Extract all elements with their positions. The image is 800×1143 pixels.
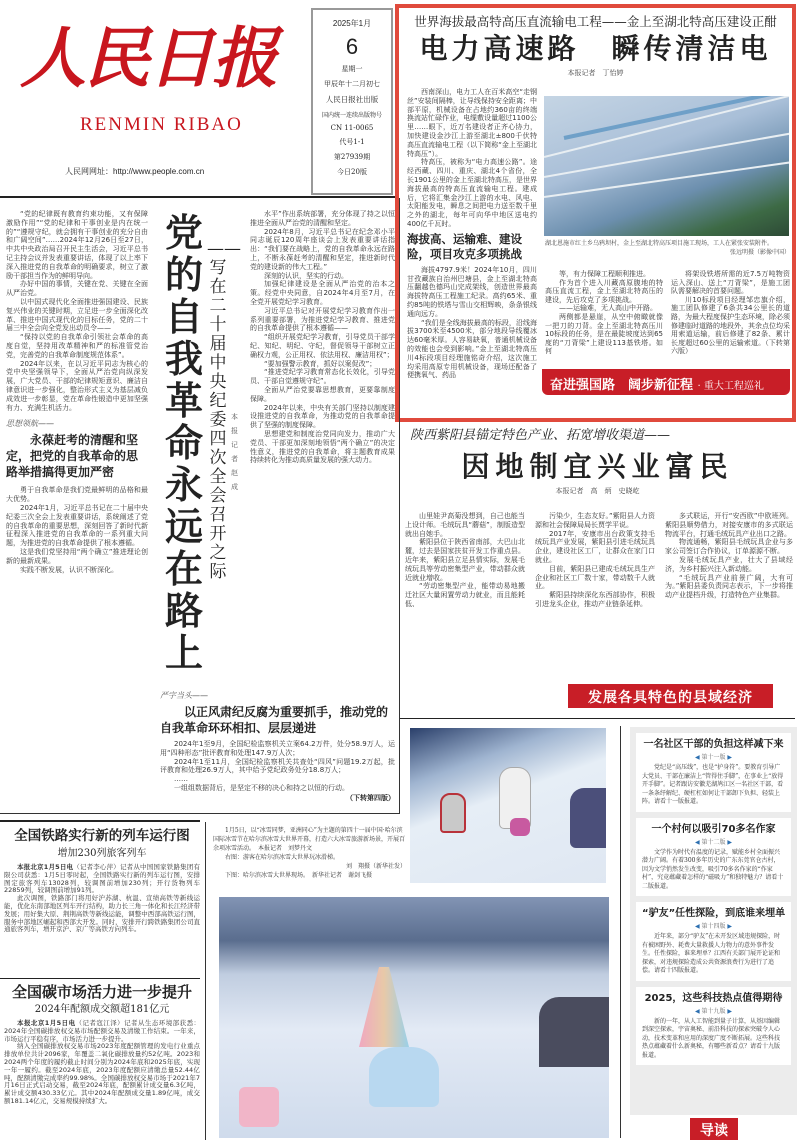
- mascot: [440, 793, 466, 833]
- guide-item[interactable]: [636, 902, 791, 981]
- paragraph: 物流通畅，紫阳县毛绒玩具企业与多家公司签订合作协议，订单源源不断。: [665, 538, 793, 556]
- guide-item-page: [642, 754, 785, 762]
- issue-number: 第27939期: [333, 153, 371, 161]
- headline-char: 自: [164, 295, 203, 339]
- paragraph: 全面从严治党要靠思想教育，更要靠制度保障。: [250, 385, 395, 403]
- lead-headline[interactable]: [160, 212, 208, 674]
- headline-char: 我: [164, 337, 203, 381]
- headline-char: 党: [164, 211, 203, 255]
- arrow-left-icon: ◀: [694, 838, 700, 846]
- guide-label: 导读: [690, 1118, 738, 1140]
- website-url[interactable]: 人民网网址：http://www.people.com.cn: [65, 167, 205, 176]
- guide-item[interactable]: [636, 733, 791, 812]
- page-ref: 第十一版: [701, 754, 726, 761]
- page-ref: 第十九版: [701, 1007, 726, 1015]
- county-economy-banner: 发展各具特色的县域经济: [568, 684, 773, 708]
- arrow-right-icon: ▶: [727, 923, 733, 930]
- dateline: 本报北京1月5日电: [17, 863, 74, 871]
- lead-col1: [6, 210, 148, 574]
- paragraph: 两侧都是悬崖，从空中俯瞰就像一把刀的刀背。金上至湖北特高压川10标段的任务，是在最陡坡度达到65度的“刀背梁”上建设113基铁塔。如何: [545, 312, 663, 356]
- paragraph: 污染少，生态友好。”紫阳县人力资源和社会保障局局长贾学平说。: [535, 512, 655, 529]
- paragraph: 一组组数据背后，是坚定不移的决心和持之以恒的行动。: [174, 783, 349, 792]
- carbon-story: [4, 983, 200, 1106]
- arrow-right-icon: ▶: [727, 754, 733, 761]
- section-label: 思想领航——: [6, 419, 54, 429]
- headline-char: 远: [164, 505, 203, 549]
- paragraph: “推进党纪学习教育常态化长效化，引导党员、干部自觉遵规守纪”。: [250, 368, 395, 386]
- ziyang-col2: [535, 512, 655, 609]
- railway-story: [4, 827, 200, 934]
- caption-line: 右图：游客在哈尔滨冰雪大世界玩冰滑梯。: [225, 854, 340, 861]
- arrow-right-icon: ▶: [727, 1007, 733, 1015]
- paragraph: 紫阳县持续深化东西部协作，积极引进龙头企业，推动产业链条延伸。: [535, 591, 655, 608]
- date-box: [311, 8, 393, 195]
- paragraph: 2017年，安康市出台政策支持毛绒玩具产业发展，紫阳县引进毛绒玩具企业，建设社区工厂，让群众在家门口就业。: [535, 529, 655, 564]
- paragraph: 2024年1月，习近平总书记在二十届中央纪委三次全会上发表重要讲话，系统阐述了党的自我革命的重要思想，深刻回答了新时代新征程深入推进党的自我革命的一系列重大问题，为推进党的自我革命提供了根本遵循。: [6, 503, 148, 548]
- date-day: 6: [345, 34, 359, 59]
- visitor: [570, 788, 606, 848]
- paragraph: （记者寇江泽）记者从生态环境部获悉：2024年全国碳排放权交易市场配额交易及清缴工作结束。一年来，市场运行平稳有序，市场活力进一步提升。: [4, 1019, 201, 1043]
- guide-item-title: “驴友”任性探险，到底谁来埋单: [642, 908, 786, 919]
- guide-item-text: 文学作为时代有温度的记录，赋能乡村全面振兴潜力广阔。有着300多年历史的广东东莞官仓古村，因为文学悄然发生改变，吸引70多名作家的“作家村”，究竟蕴藏着怎样的“磁吸力”和独特魅力？请看十二版报道。: [642, 848, 784, 890]
- paragraph: 2024年以来，中央有关部门坚持以制度建设推进党的自我革命，为推动党的自我革命提供了坚强的制度保障。: [250, 403, 395, 430]
- ziyang-col1: [405, 512, 525, 609]
- guide-item-text: 党纪是“高压线”，也是“护身符”。要教育引导广大党员、干部在廉洁上“管得住手脚”，在事业上“放得开手脚”。记者跟访安徽芜湖鸠江区一名社区干部，看一条条纾解纪、硬杠杠如何让干部卸下负担、轻装上阵。请看十一版报道。: [642, 764, 784, 805]
- banner-title: 奋进强国路 阔步新征程: [550, 378, 694, 393]
- arrow-right-icon: ▶: [727, 838, 733, 846]
- guide-item-title: 一名社区干部的负担这样减下来: [643, 739, 784, 750]
- paragraph: 紫阳县位于陕西省南部，大巴山北麓，过去是国家扶贫开发工作重点县。近年来，紫阳县立足县情实际，发展毛绒玩具等劳动密集型产业，带动群众就近就业增收。: [405, 538, 525, 582]
- guide-item-page: [642, 1008, 785, 1016]
- child: [510, 818, 530, 836]
- guide-item-title: 一个村何以吸引70多名作家: [651, 823, 776, 835]
- divider: [620, 726, 621, 1138]
- paragraph: 海拔4797.9米！2024年10月，四川甘孜藏族自治州巴塘县，金上至湖北特高压翻越色德玛山完成架线，创造世界最高海拔特高压工程施工纪录。高约65米、重约85吨的铁塔与雪山交相辉映，条条银线通向远方。: [407, 265, 537, 318]
- headline-char: 革: [164, 379, 203, 423]
- divider: [0, 820, 200, 822]
- dateline: 本报北京1月5日电: [17, 1019, 76, 1027]
- postal-code: 代号1-1: [339, 138, 365, 146]
- paragraph: 2024年以来，在以习近平同志为核心的党中央坚强领导下，全面从严治党向纵深发展，广大党员、干部的纪律规矩意识、廉洁自律意识进一步强化，整治形式主义为基层减负成效进一步彰显，党在革命性锻造中更加坚强有力、充满生机活力。: [6, 359, 148, 412]
- guide-item-text: 近年来，部分“驴友”在未开发区域违规探险，时有被困野外、耗费大量救援人力物力的意外事件发生。任性探险，谁来埋单？江西有关部门展开论证和探索，对违规探险造成公共资源浪费行为进行了追偿。请看十四版报道。: [642, 933, 781, 974]
- paragraph: 2024年8月，习近平总书记在纪念邓小平同志诞辰120周年座谈会上发表重要讲话指出：“我们要在战略上，党的自我革命永远在路上，不断永葆赶考的清醒和坚定，推进新时代党的建设新的伟大工程。”: [250, 227, 395, 271]
- top-story-byline: 本报记者 丁怡婷: [567, 69, 624, 77]
- jump-note[interactable]: （下转第四版）: [346, 792, 395, 802]
- ziyang-headline[interactable]: 因地制宜兴业富民: [461, 450, 734, 483]
- guide-item[interactable]: [636, 818, 791, 897]
- top-story: [395, 4, 796, 422]
- lead-subhead-1: 永葆赶考的清醒和坚定，把党的自我革命的思路举措搞得更加严密: [6, 433, 139, 480]
- top-story-subhead: 海拔高、运输难、建设险，项目攻克多项挑战: [407, 231, 522, 261]
- publisher: 人民日报社出版: [325, 95, 379, 104]
- paragraph: 以中国式现代化全面推进强国建设、民族复兴伟业的关键时期，立足进一步全面深化改革、推进中国式现代化的目标任务，党的二十届三中全会向全党发出动员令——: [6, 297, 148, 333]
- paragraph: 多式联运，开行“安西欧”中欧班列。紫阳县顺势借力，对接安康市的多式联运物流平台，打通毛绒玩具产业出口之路。: [665, 512, 793, 538]
- serial-label: 国内统一连续出版物号: [321, 112, 382, 119]
- headline-char: 上: [164, 631, 203, 675]
- paragraph: 川10标段项目经理邹忠旗介绍，施工团队修建了6条共34公里长的道路，为最大程度保护生态环境，除必须修建临时道路的地段外，其余点位均采用索道运输，前后修建了82条、累计长度超过60公里的运输索道。（下转第六版）: [671, 295, 790, 356]
- section-label: 严字当头——: [160, 691, 208, 700]
- power-line-photo: [544, 96, 789, 236]
- paragraph: ——运输难，无人高山中开路。: [559, 304, 657, 313]
- guide-item-page: [642, 923, 785, 931]
- date-weekday: 星期一: [341, 65, 363, 73]
- ice-world-photo: [219, 897, 609, 1138]
- paragraph: 2024年1至9月，全国纪检监察机关立案64.2万件，处分58.9万人，运用“四种形态”批评教育和处理147.9万人次；: [160, 740, 395, 757]
- ice-slide-photo: [410, 728, 606, 883]
- page-ref: 第十四版: [701, 923, 726, 930]
- photo-caption: [545, 239, 790, 257]
- paragraph: 勇于自我革命是我们党最鲜明的品格和最大优势。: [6, 486, 148, 504]
- guide-item-title: 2025，这些科技热点值得期待: [644, 992, 783, 1004]
- paragraph: 发展毛绒玩具产业，壮大了县域经济，为乡村振兴注入新动能。: [665, 555, 793, 573]
- top-story-col2: [545, 270, 663, 356]
- ziyang-story: [400, 428, 795, 496]
- paragraph: “劳动密集型产业，能带动易地搬迁社区大量闲置劳动力就业，而且能耗低、: [405, 582, 525, 608]
- ice-sculpture: [239, 1087, 279, 1127]
- divider: [205, 822, 206, 1140]
- paragraph: 作为首个进入川藏高原腹地的特高压直流工程，金上至湖北特高压的建设，先后攻克了多项挑战。: [545, 278, 663, 304]
- headline-char: 永: [164, 463, 203, 507]
- guide-item-page: [642, 839, 785, 847]
- guide-box: [630, 727, 797, 1115]
- carbon-headline[interactable]: 全国碳市场活力进一步提升: [11, 983, 192, 1001]
- lead-subtitle: ——写在二十届中央纪委四次全会召开之际: [207, 239, 241, 582]
- guide-item-text: 新的一年，从人工智能到量子计算，从基因编辑到深空探索，宇宙奥秘、前沿科技的探索突破令人心动，技术变革和应用的深度广度不断拓展。这些科技热点蕴藏着什么新奥秘，有哪些新看点？请看十九版报道。: [642, 1017, 781, 1059]
- photo-credit: 张远明摄（影像中国）: [729, 249, 790, 256]
- lead-subhead-2: 以正风肃纪反腐为重要抓手，推动党的自我革命环环相扣、层层递进: [160, 705, 389, 735]
- top-story-headline[interactable]: 电力高速路 瞬传清洁电: [419, 32, 772, 65]
- masthead-logo: [20, 10, 310, 140]
- ice-tower: [359, 967, 409, 1047]
- top-story-col1: [407, 88, 537, 380]
- building: [539, 997, 609, 1067]
- railway-subhead: 增加230列旅客列车: [57, 848, 147, 859]
- paragraph: 将架设铁塔所需的近7.5万吨物资运入深山、送上“刀背梁”，是施工团队需要解决的首要问题。: [671, 270, 790, 296]
- date-yearmonth: 2025年1月: [332, 19, 372, 28]
- paragraph: 水平”作出系统部署，充分体现了持之以恒推进全面从严治党的清醒和坚定。: [250, 210, 395, 227]
- paragraph: “毛绒玩具产业前景广阔，大有可为。”紫阳县委负责同志表示，下一步将推动产业提档升级，打造特色产业集群。: [665, 573, 793, 600]
- caption-line: 刘 翔摄（新华社发）: [345, 863, 406, 870]
- paragraph: “党的纪律既有教育约束功能，又有保障激励作用”“党的纪律和干事创业是内在统一的”“遵规守纪，就会拥有干事创业的充分自由和广阔空间”……2024年12月26日至27日，中共中央政治局召开民主生活会，习近平总书记主持会议并发表重要讲话，体现了以上率下深入推进党的自我革命的明确要求，树立了激励干部担当作为的鲜明导向。: [6, 210, 148, 280]
- headline-char: 在: [164, 547, 203, 591]
- carbon-subhead: 2024年配额成交额超181亿元: [34, 1004, 170, 1015]
- paragraph: 2024年1至11月，全国纪检监察机关共查处“四风”问题19.2万起，批评教育和处理26.9万人，其中给予党纪政务处分18.8万人；: [160, 757, 395, 775]
- lead-section-2: [160, 690, 395, 802]
- caption-text: 湖北恩施市红土乡乌鸦坝村，金上至湖北特高压项目施工现场，工人在紧张安装附件。: [545, 240, 774, 247]
- lead-byline: 本报记者 赵 成: [231, 413, 245, 491]
- paragraph: 实践不断发展，认识不断深化。: [20, 565, 118, 574]
- series-banner: [542, 369, 790, 395]
- arrow-left-icon: ◀: [694, 1007, 700, 1015]
- date-lunar: 甲辰年十二月初七: [324, 80, 380, 88]
- paragraph: 特高压，被称为“电力高速公路”。途经西藏、四川、重庆、湖北4个省份，全长1901公里的金上至湖北特高压，是世界海拔最高的特高压直流输电工程。建成后，它将汇集金沙江上游的水电、风电、太阳能发电，瞬息之间把电力送至数千里之外的湖北，每年可向华中地区送电约400亿千瓦时。: [407, 158, 537, 228]
- paragraph: ……: [174, 775, 188, 784]
- headline-char: 路: [164, 589, 203, 633]
- railway-headline[interactable]: 全国铁路实行新的列车运行图: [14, 828, 190, 844]
- banner-tag: · 重大工程巡礼: [697, 381, 764, 392]
- caption-line: 下图：哈尔滨冰雪大世界现场。 新华社记者 谢剑飞摄: [225, 872, 373, 879]
- arrow-left-icon: ◀: [694, 923, 700, 930]
- headline-char: 的: [164, 253, 203, 297]
- paragraph: 等，有力保障工程顺利推进。: [559, 270, 650, 278]
- caption-line: 1月5日，以“冰雪同梦，亚洲同心”为主题的第四十一届中国·哈尔滨国际冰雪节在哈尔滨冰雪大世界开幕，打造六大冰雪旅游新场景，开展百余项冰雪活动。 本报记者 刘梦丹文: [213, 827, 406, 852]
- paragraph: 西南深山，电力工人在百米高空“走钢丝”安装间隔棒，让导线保持安全距离；中部平原，机械设备在占地约360亩的终端换流站忙碌作业，电缆敷设量超过1100公里……眼下，近万名建设者正齐心协力，加快建设金沙江上游至湖北±800千伏特高压直流输电工程（以下简称“金上至湖北特高压”）。: [407, 88, 537, 158]
- paragraph: “我们是全线海拔最高的标段，沿线海拔3700米至4500米，部分地段导线覆冰达60毫米厚。人容易缺氧，普通机械设备的效能也会受到影响。”金上至湖北特高压川4标段项目经理施铭奇介绍，这次施工均采用高原专用机械设备，现场还配备了便携氧气、药品: [407, 318, 537, 380]
- paragraph: 目前，紫阳县已建成毛绒玩具生产企业和社区工厂数十家，带动数千人就业。: [535, 564, 655, 591]
- headline-char: 命: [164, 421, 203, 465]
- page-ref: 第十二版: [701, 838, 726, 846]
- paragraph: “要加强警示教育，抓好以案促改”；: [264, 359, 377, 368]
- paragraph: 习近平总书记对开展党纪学习教育作出一系列重要部署，为推进党纪学习教育、推进党的自我革命提供了根本遵循——: [250, 306, 395, 333]
- paragraph: 这是我们党坚持用“两个确立”推进理论创新的最新成果。: [6, 547, 148, 565]
- top-story-col3: [671, 270, 790, 356]
- paragraph: 纳入全国碳排放权交易市场2023年度配额管理的发电行业重点排放单位共计2096家，年覆盖二氧化碳排放量约52亿吨。2023和2024两个年度的履约截止时间分别为2024年底和2025年底，实现一年一履约。截至2024年底，2023年度配额应清缴总量52.44亿吨，配额清缴完成率约99.98%。全国碳排放权交易市场于2021年7月16日正式启动交易，截至2024年底，配额累计成交量6.3亿吨，累计成交额430.33亿元。其中2024年配额成交量1.89亿吨，成交额181.14亿元，交易规模持续扩大。: [4, 1042, 200, 1105]
- paragraph: 办好中国的事情，关键在党、关键在全面从严治党。: [6, 280, 148, 298]
- photo-caption-ice: [213, 826, 406, 880]
- divider: [400, 718, 795, 719]
- page-count: 今日20版: [337, 168, 367, 176]
- paragraph: “保持以党的自我革命引领社会革命的高度自觉，坚持用改革精神和严的标准管党治党，完善党的自我革命制度规范体系”。: [6, 333, 148, 359]
- masthead-title: 人民日报: [20, 19, 276, 97]
- ziyang-col3: [665, 512, 793, 600]
- paragraph: 加强纪律建设是全面从严治党的治本之策。经党中央同意，自2024年4月至7月，在全党开展党纪学习教育。: [250, 280, 395, 306]
- top-story-kicker: 世界海拔最高特高压直流输电工程——金上至湖北特高压建设正酣: [414, 14, 777, 29]
- paragraph: “组织开展党纪学习教育，引导党员干部学纪、知纪、明纪、守纪，督促领导干部树立正确权力观，公正用权、依法用权、廉洁用权”；: [250, 333, 395, 359]
- masthead-pinyin: RENMIN RIBAO: [80, 114, 243, 135]
- ziyang-byline: 本报记者 高 炳 史晓屹: [555, 487, 640, 495]
- cn-number: CN 11-0065: [330, 124, 374, 132]
- arrow-left-icon: ◀: [694, 754, 700, 761]
- ice-castle: [369, 1047, 439, 1107]
- paragraph: 思想建党和制度治党同向发力，推动广大党员、干部更加深刻地领悟“两个确立”的决定性意义，推进党的自我革命，将主题教育成果持续转化为推动高质量发展的强大动力。: [250, 429, 395, 465]
- lead-col2: [250, 210, 395, 465]
- paragraph: 深刻的认识，坚实的行动。: [264, 271, 348, 280]
- paragraph: 山里娃尹高菊没想到，自己也能当上设计师。毛绒玩具“蘑菇”，制版造型就出自她手。: [405, 512, 525, 538]
- ziyang-kicker: 陕西紫阳县锚定特色产业、拓宽增收渠道——: [410, 428, 671, 443]
- guide-item[interactable]: [636, 987, 791, 1066]
- divider: [0, 978, 200, 979]
- paragraph: 此次调图，铁路部门将用好沪苏湖、杭温、宣绩高铁等新线运能，优化东南部地区列车开行结构，助力长三角一体化和长江经济带发展；用好集大原、荆荆高铁等新线运能，调整中西部高铁运行图，服务中部地区崛起和西部大开发。同时，安排开行跨铁路集团公司直通旅客列车，增开京沪、京广等高铁方向列车。: [4, 894, 200, 934]
- paragraph: （记者李心萍）记者从中国国家铁路集团有限公司获悉：1月5日零时起，全国铁路实行新的列车运行图，安排图定旅客列车13028列，较调图前增加230列；开行货物列车22859列，较调图前增加91列。: [4, 863, 201, 895]
